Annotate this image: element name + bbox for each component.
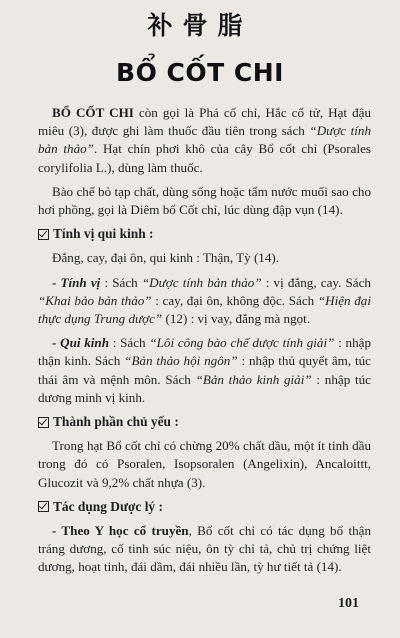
herb-name: BỔ CỐT CHI <box>52 105 134 120</box>
intro-paragraph-2: Bào chế bỏ tạp chất, dùng sống hoặc tẩm nước muối sao cho hơi phồng, gọi là Diêm bổ Cốt chỉ, lúc dùng đập vụn (14). <box>38 183 371 218</box>
checkbox-icon <box>38 417 49 428</box>
section-heading-tinh-vi: Tính vị qui kinh : <box>38 225 371 243</box>
tinh-vi-paragraph-3: - Qui kinh : Sách “Lôi công bào chế dược tính giải” : nhập thận kinh. Sách “Bản thảo hội ngôn” : nhập thủ quyết âm, túc thái âm và mệnh môn. Sách “Bản thảo kinh giải” : nhập túc dương minh vị kinh. <box>38 335 371 405</box>
section-heading-thanh-phan: Thành phần chủ yếu : <box>38 413 371 431</box>
page-title: BỔ CỐT CHI <box>116 58 284 87</box>
page-number: 101 <box>338 596 359 611</box>
checkbox-icon <box>38 501 49 512</box>
tinh-vi-paragraph-2: - Tính vị : Sách “Dược tính bản thảo” : vị đắng, cay. Sách “Khai bảo bản thảo” : cay, đại ôn, không độc. Sách “Hiện đại thực dụng Trung dược” (12) : vị vay, đắng mà ngọt. <box>38 274 371 327</box>
checkbox-icon <box>38 229 49 240</box>
chinese-title: 补骨脂 <box>147 11 253 40</box>
intro-paragraph-1: BỔ CỐT CHI còn gọi là Phá cố chỉ, Hắc cố tử, Hạt đậu miêu (3), được ghi làm thuốc đầu tiên trong sách “Dược tính bản thảo”. Hạt chín phơi khô của cây Bổ cốt chỉ (Psorales corylifolia L.), dùng làm thuốc. <box>38 105 371 175</box>
thanh-phan-paragraph: Trong hạt Bổ cốt chỉ có chừng 20% chất dầu, một ít tinh dầu trong đó có Psoralen, Isopsoralen (Angelixin), Ancaloittt, Glucozit và 9,2% chất nhựa (3). <box>38 438 371 490</box>
page-body <box>38 104 371 583</box>
section-heading-tac-dung: Tác dụng Dược lý : <box>38 498 371 516</box>
book-reference: “Dược tính bản thảo” <box>38 123 371 157</box>
tac-dung-paragraph: - Theo Y học cổ truyền, Bổ cốt chỉ có tác dụng bổ thận tráng dương, cố tinh súc niệu, ôn tỳ chỉ tả, chủ trị chứng liệt dương, hoạt tinh, đái dầm, đái nhiều lần, tỳ hư tiết tả (14). <box>38 523 371 575</box>
tinh-vi-paragraph-1: Đắng, cay, đại ôn, qui kinh : Thận, Tỳ (14). <box>52 250 280 266</box>
